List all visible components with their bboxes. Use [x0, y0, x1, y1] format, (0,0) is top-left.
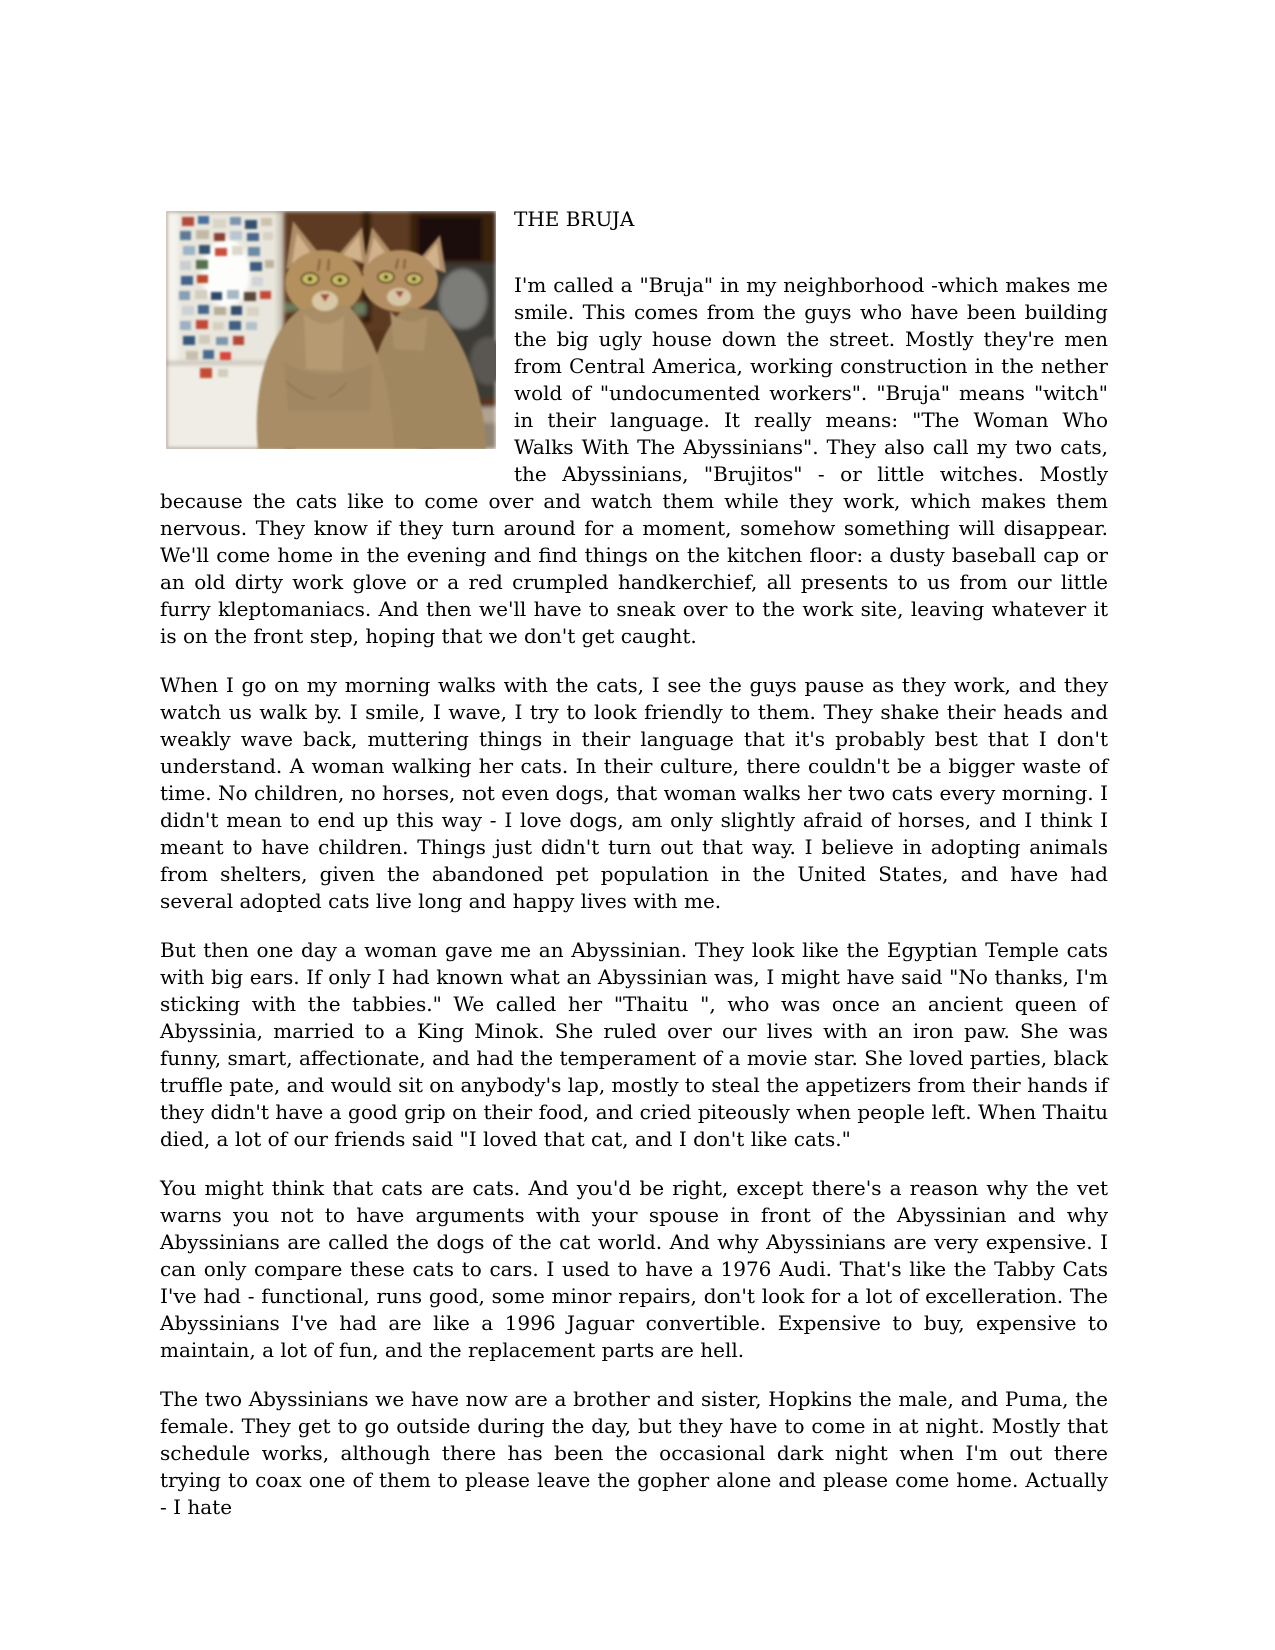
- paragraph-1: I'm called a "Bruja" in my neighborhood -which makes me smile. This comes from the guys who have been building the big ugly house down the street. Mostly they're men from Central America, working construction in the nether wold of "undocumented workers". "Bruja" means "witch" in their language. It really means: "The Woman Who Walks With The Abyssinians". They also call my two cats, the Abyssinians, "Brujitos" - or little witches. Mostly because the cats like to come over and watch them while they work, which makes them nervous. They know if they turn around for a moment, somehow something will disappear. We'll come home in the evening and find things on the kitchen floor: a dusty baseball cap or an old dirty work glove or a red crumpled handkerchief, all presents to us from our little furry kleptomaniacs. And then we'll have to sneak over to the work site, leaving whatever it is on the front step, hoping that we don't get caught.: [160, 273, 1108, 648]
- cats-photo: [166, 211, 496, 449]
- page-title: THE BRUJA: [514, 207, 635, 231]
- paragraph-3: But then one day a woman gave me an Abyssinian. They look like the Egyptian Temple cats with big ears. If only I had known what an Abyssinian was, I might have said "No thanks, I'm sticking with the tabbies." We called her "Thaitu ", who was once an ancient queen of Abyssinia, married to a King Minok. She ruled over our lives with an iron paw. She was funny, smart, affectionate, and had the temperament of a movie star. She loved parties, black truffle pate, and would sit on anybody's lap, mostly to steal the appetizers from their hands if they didn't have a good grip on their food, and cried piteously when people left. When Thaitu died, a lot of our friends said "I loved that cat, and I don't like cats.": [160, 938, 1108, 1151]
- paragraph-4: You might think that cats are cats. And you'd be right, except there's a reason why the vet warns you not to have arguments with your spouse in front of the Abyssinian and why Abyssinians are called the dogs of the cat world. And why Abyssinians are very expensive. I can only compare these cats to cars. I used to have a 1976 Audi. That's like the Tabby Cats I've had - functional, runs good, some minor repairs, don't look for a lot of excelleration. The Abyssinians I've had are like a 1996 Jaguar convertible. Expensive to buy, expensive to maintain, a lot of fun, and the replacement parts are hell.: [160, 1176, 1108, 1362]
- paragraph-2: When I go on my morning walks with the cats, I see the guys pause as they work, and they watch us walk by. I smile, I wave, I try to look friendly to them. They shake their heads and weakly wave back, muttering things in their language that it's probably best that I don't understand. A woman walking her cats. In their culture, there couldn't be a bigger waste of time. No children, no horses, not even dogs, that woman walks her two cats every morning. I didn't mean to end up this way - I love dogs, am only slightly afraid of horses, and I think I meant to have children. Things just didn't turn out that way. I believe in adopting animals from shelters, given the abandoned pet population in the United States, and have had several adopted cats live long and happy lives with me.: [160, 673, 1108, 913]
- paragraph-5: The two Abyssinians we have now are a brother and sister, Hopkins the male, and Puma, the female. They get to go outside during the day, but they have to come in at night. Mostly that schedule works, although there has been the occasional dark night when I'm out there trying to coax one of them to please leave the gopher alone and please come home. Actually - I hate: [160, 1387, 1108, 1519]
- document-content: [160, 206, 1108, 1521]
